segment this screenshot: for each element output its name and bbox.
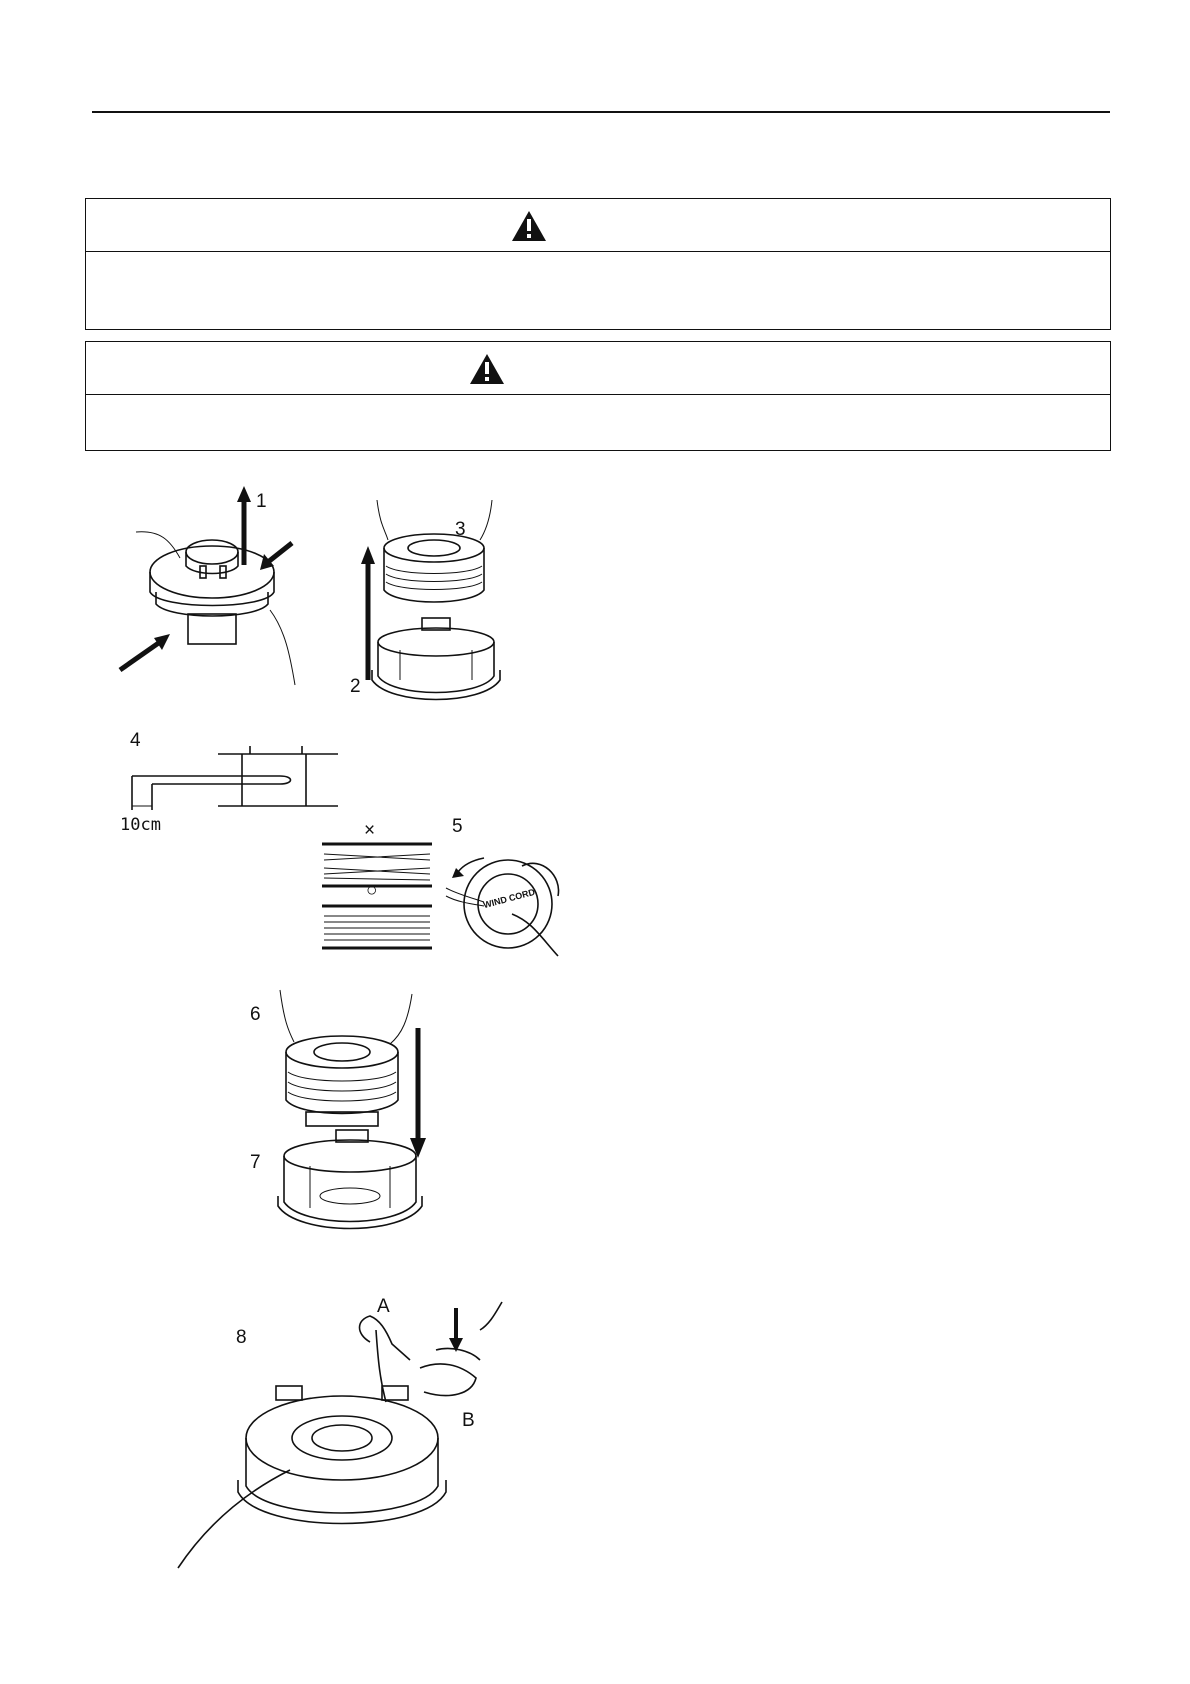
step-7-label: 7 [250, 1152, 261, 1173]
spool-illustration [377, 500, 492, 602]
trimmer-head-illustration [136, 532, 295, 685]
label-a: A [377, 1296, 390, 1317]
step-3-label: 3 [455, 519, 466, 540]
cord-fold-diagram [132, 746, 338, 810]
correct-winding-diagram [322, 906, 432, 948]
step-6-label: 6 [250, 1004, 261, 1025]
step-2-label: 2 [350, 676, 361, 697]
wrong-mark: × [364, 820, 376, 841]
warning-box-1-header [86, 199, 1110, 252]
warning-box-2 [85, 341, 1111, 451]
figure-reinsert-spool [240, 990, 470, 1240]
up-arrow-icon [361, 546, 375, 680]
warning-triangle-icon [510, 209, 548, 243]
spool-print-text: WIND CORD [482, 886, 537, 911]
step-5-label: 5 [452, 816, 463, 837]
spool-illustration [280, 990, 412, 1126]
figure-wind-cord [112, 726, 572, 956]
right-mark: ○ [366, 880, 378, 901]
hand-winding-spool-illustration [446, 858, 559, 956]
step-4-label: 4 [130, 730, 141, 751]
step-1-label: 1 [256, 491, 267, 512]
figure-thread-line [180, 1290, 510, 1570]
measure-label: 10cm [120, 815, 161, 835]
up-arrow-icon [237, 486, 251, 565]
header-rule [92, 111, 1110, 113]
label-b: B [462, 1410, 475, 1431]
step-8-label: 8 [236, 1327, 247, 1348]
squeeze-arrow-icon [260, 543, 292, 570]
warning-box-2-header [86, 342, 1110, 395]
housing-illustration [372, 618, 500, 700]
squeeze-arrow-icon [120, 634, 170, 670]
down-arrow-icon [410, 1028, 426, 1158]
warning-triangle-icon [468, 352, 506, 386]
head-with-line-illustration [178, 1330, 446, 1568]
housing-illustration [278, 1130, 422, 1229]
figure-remove-spool [100, 480, 520, 710]
down-arrow-icon [449, 1308, 463, 1352]
warning-box-1 [85, 198, 1111, 330]
